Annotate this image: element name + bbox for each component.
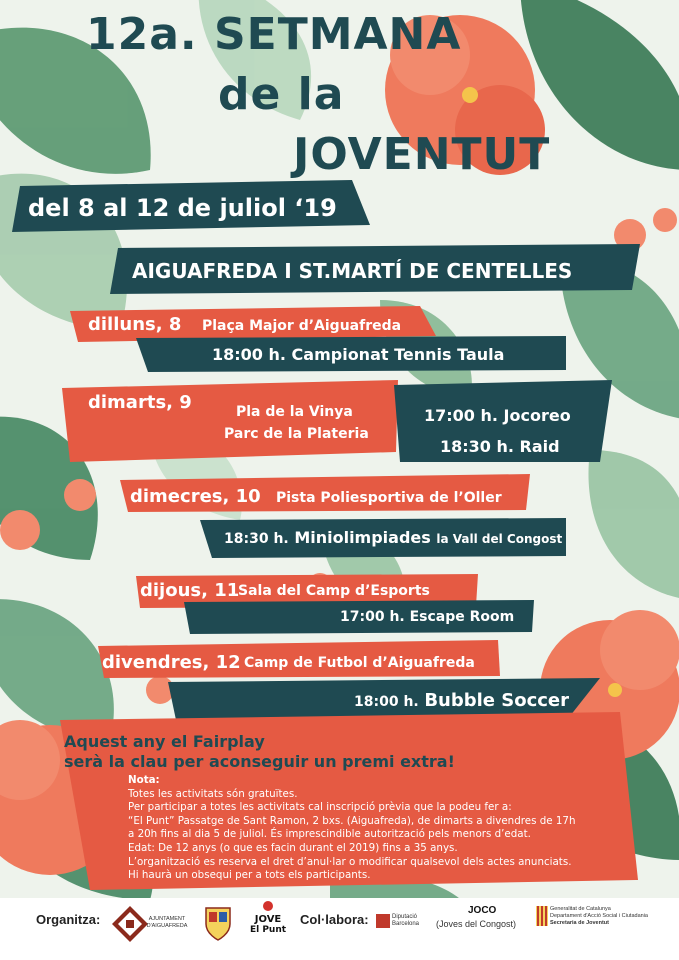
- event-dimecres-place: la Vall del Congost: [436, 532, 563, 546]
- event-dilluns: 18:00 h. Campionat Tennis Taula: [212, 345, 505, 364]
- diputacio-logo: [376, 912, 430, 934]
- el-punt-logo: [248, 900, 288, 956]
- generalitat-line-1: Generalitat de Catalunya: [550, 906, 611, 912]
- diputacio-mark-icon: [376, 914, 390, 928]
- day-label-dimarts: dimarts, 9: [88, 392, 192, 413]
- notes-block: [128, 774, 576, 883]
- note-line: a 20h fins al dia 5 de juliol. És imprescindible autorització pels menors d’edat.: [128, 828, 531, 841]
- event-dijous: 17:00 h. Escape Room: [340, 609, 515, 625]
- event-divendres: [354, 690, 569, 711]
- el-punt-logo-label: El Punt: [249, 925, 287, 935]
- fairplay-line-1: Aquest any el Fairplay: [64, 732, 265, 751]
- note-line: “El Punt” Passatge de Sant Ramon, 2 bxs. (Aiguafreda), de dimarts a divendres de 17h: [128, 814, 576, 827]
- el-punt-logo-top: JOVE: [254, 914, 282, 925]
- title-line-1: 12a. SETMANA: [86, 9, 462, 60]
- note-line: Per participar a totes les activitats cal inscripció prèvia que la podeu fer a:: [128, 801, 512, 814]
- title-line-3: JOVENTUT: [293, 129, 551, 180]
- note-heading: Nota:: [128, 774, 160, 786]
- note-line: L’organització es reserva el dret d’anul·lar o modificar qualsevol dels actes anunciats.: [128, 855, 572, 868]
- event-divendres-time: 18:00 h.: [354, 694, 419, 710]
- fairplay-line-2: serà la clau per aconseguir un premi extra!: [64, 752, 455, 771]
- shield-icon: [204, 906, 232, 942]
- generalitat-logo: [536, 906, 676, 936]
- place-divendres: Camp de Futbol d’Aiguafreda: [244, 655, 475, 671]
- joco-logo-label: JOCO: [468, 905, 497, 916]
- event-dimecres-time: 18:30 h.: [224, 531, 289, 547]
- place-dijous: Sala del Camp d’Esports: [238, 583, 430, 599]
- note-line: Hi haurà un obsequi per a tots els participants.: [128, 869, 371, 882]
- diputacio-logo-label: Diputació Barcelona: [392, 914, 420, 927]
- day-label-dilluns: dilluns, 8: [88, 314, 182, 335]
- day-label-dijous: dijous, 11: [140, 580, 240, 601]
- place-dimecres: Pista Poliesportiva de l’Oller: [276, 490, 502, 506]
- title-line-2: de la: [218, 69, 345, 120]
- note-line: Totes les activitats són gratuïtes.: [128, 787, 298, 800]
- note-line: Edat: De 12 anys (o que es facin durant el 2019) fins a 35 anys.: [128, 841, 458, 854]
- el-punt-mark-icon: [262, 900, 274, 912]
- event-dimarts-2: 18:30 h. Raid: [440, 437, 560, 456]
- joco-logo-sublabel: (Joves del Congost): [436, 919, 517, 929]
- location-banner-text: AIGUAFREDA I ST.MARTÍ DE CENTELLES: [132, 259, 573, 283]
- footer-collabora-label: Col·labora:: [300, 912, 369, 927]
- footer-organitza-label: Organitza:: [36, 912, 101, 927]
- aiguafreda-logo-label: AJUNTAMENT D'AIGUAFREDA: [146, 916, 188, 929]
- event-divendres-name: Bubble Soccer: [424, 690, 570, 711]
- event-dimarts-1: 17:00 h. Jocoreo: [424, 406, 571, 425]
- day-label-dimecres: dimecres, 10: [130, 486, 261, 507]
- aiguafreda-logo: [110, 902, 190, 948]
- place-dimarts-2: Parc de la Plateria: [224, 426, 369, 442]
- place-dimarts-1: Pla de la Vinya: [236, 404, 353, 420]
- place-dilluns: Plaça Major d’Aiguafreda: [202, 318, 402, 334]
- generalitat-flag-icon: [536, 906, 548, 926]
- dates-banner-text: del 8 al 12 de juliol ‘19: [28, 194, 337, 222]
- event-dimecres-name: Miniolimpiades: [294, 528, 431, 547]
- day-label-divendres: divendres, 12: [102, 652, 241, 673]
- generalitat-line-3: Secretaria de Joventut: [550, 920, 609, 926]
- generalitat-line-2: Departament d'Acció Social i Ciutadania: [550, 913, 648, 919]
- event-dimecres: [224, 528, 562, 547]
